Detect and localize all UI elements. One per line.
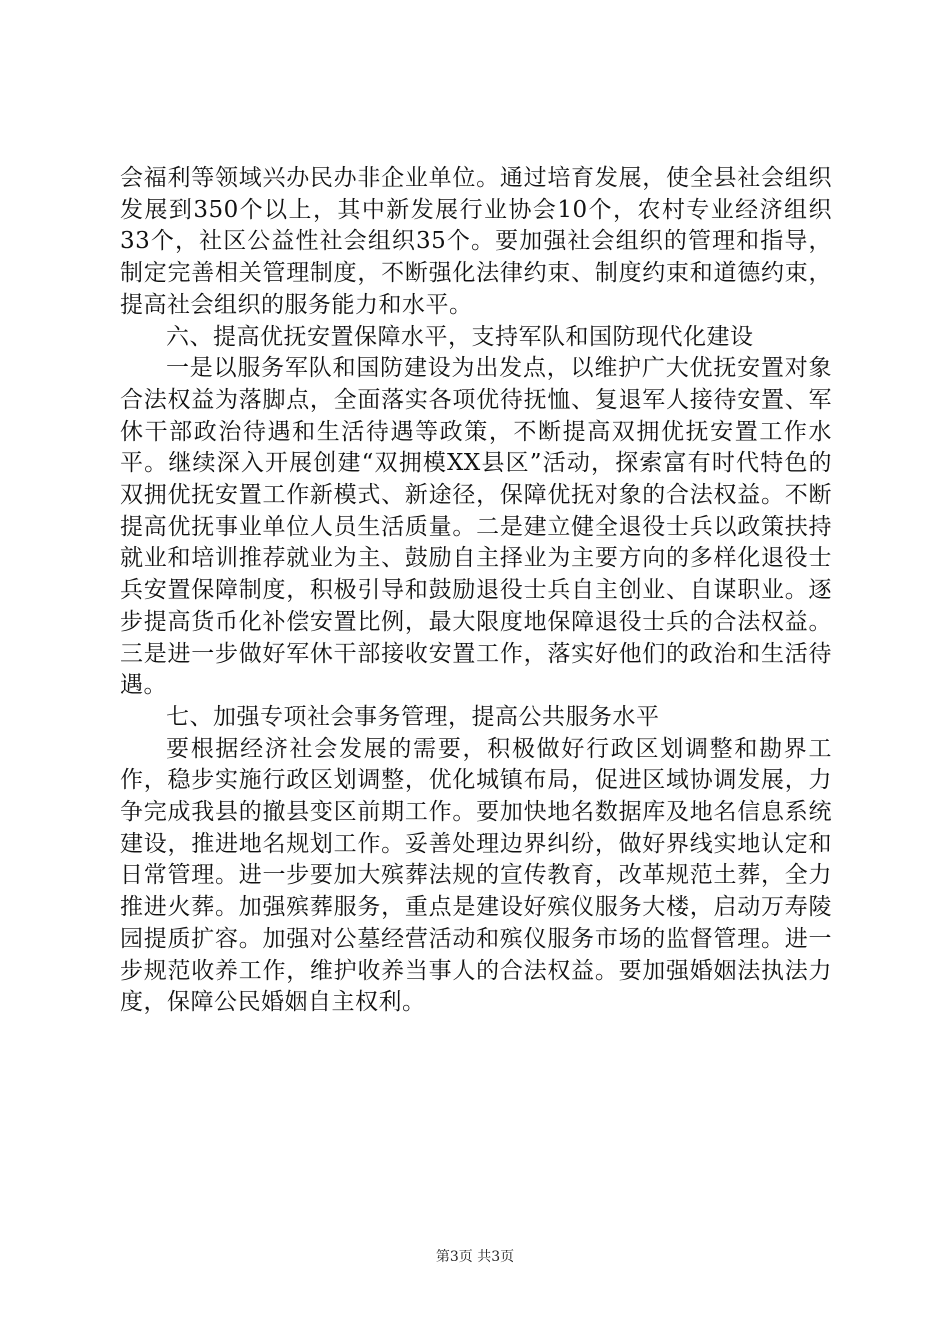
section-heading-6: 六、提高优抚安置保障水平，支持军队和国防现代化建设 — [166, 323, 754, 350]
paragraph-social-organizations: 会福利等领域兴办民办非企业单位。通过培育发展，使全县社会组织发展到350个以上，其中新发展行业协会10个，农村专业经济组织33个，社区公益性社会组织35个。要加强社会组织的管理和指导，制定完善相关管理制度，不断强化法律约束、制度约束和道德约束，提高社会组织的服务能力和水平。 — [120, 165, 832, 318]
document-body — [120, 163, 832, 1019]
section-heading-7: 七、加强专项社会事务管理，提高公共服务水平 — [166, 703, 660, 730]
paragraph-military-support: 一是以服务军队和国防建设为出发点，以维护广大优抚安置对象合法权益为落脚点，全面落实各项优待抚恤、复退军人接待安置、军休干部政治待遇和生活待遇等政策，不断提高双拥优抚安置工作水平。继续深入开展创建“双拥模XX县区”活动，探索富有时代特色的双拥优抚安置工作新模式、新途径，保障优抚对象的合法权益。不断提高优抚事业单位人员生活质量。二是建立健全退役士兵以政策扶持就业和培训推荐就业为主、鼓励自主择业为主要方向的多样化退役士兵安置保障制度，积极引导和鼓励退役士兵自主创业、自谋职业。逐步提高货币化补偿安置比例，最大限度地保障退役士兵的合法权益。三是进一步做好军休干部接收安置工作，落实好他们的政治和生活待遇。 — [120, 355, 832, 699]
paragraph-social-affairs: 要根据经济社会发展的需要，积极做好行政区划调整和勘界工作，稳步实施行政区划调整，优化城镇布局，促进区域协调发展，力争完成我县的撤县变区前期工作。要加快地名数据库及地名信息系统建设，推进地名规划工作。妥善处理边界纠纷，做好界线实地认定和日常管理。进一步要加大殡葬法规的宣传教育，改革规范土葬，全力推进火葬。加强殡葬服务，重点是建设好殡仪服务大楼，启动万寿陵园提质扩容。加强对公墓经营活动和殡仪服务市场的监督管理。进一步规范收养工作，维护收养当事人的合法权益。要加强婚姻法执法力度，保障公民婚姻自主权利。 — [120, 735, 832, 1016]
page-footer: 第3页 共3页 — [435, 1249, 515, 1265]
